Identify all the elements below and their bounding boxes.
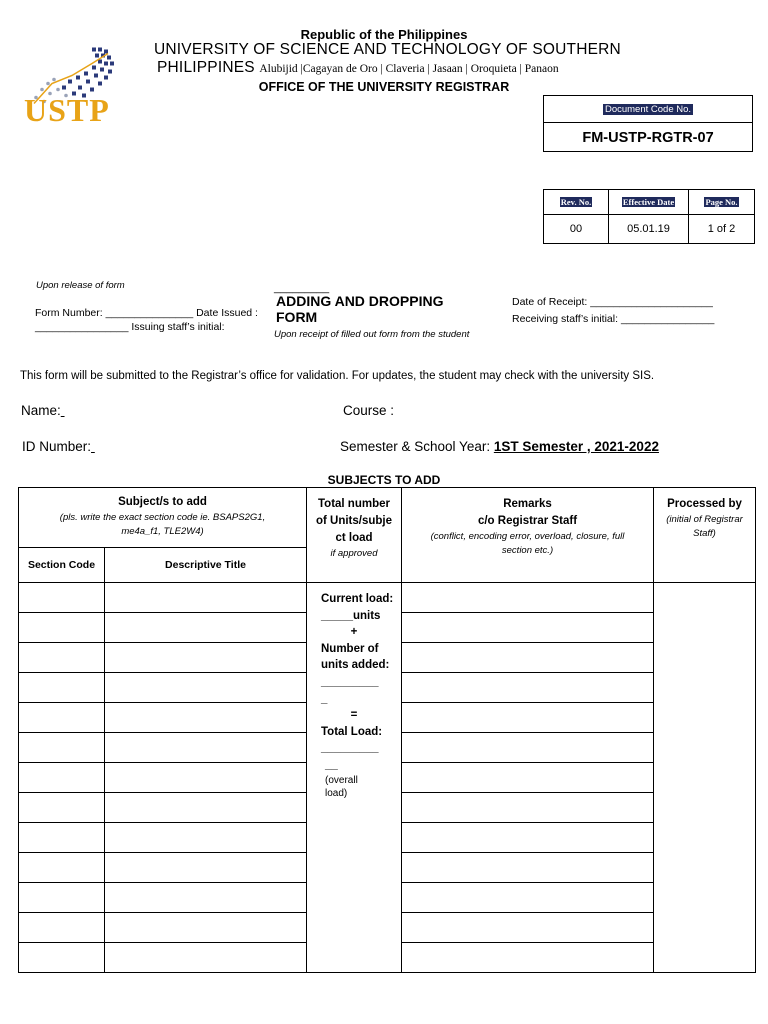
section-code-cell[interactable] — [19, 793, 105, 823]
units-added-blank: _________ — [321, 675, 379, 688]
descriptive-title-cell[interactable] — [105, 643, 307, 673]
descriptive-title-cell[interactable] — [105, 823, 307, 853]
university-name-line2 — [157, 59, 559, 77]
date-of-receipt-line: Date of Receipt: _____________________ — [512, 296, 713, 308]
subject-header-label: Subject/s to add — [118, 496, 207, 508]
course-label: Course : — [343, 403, 395, 418]
descriptive-title-cell[interactable] — [105, 913, 307, 943]
university-name-line2-text: PHILIPPINES — [157, 59, 255, 76]
remarks-header — [402, 488, 654, 583]
section-code-cell[interactable] — [19, 823, 105, 853]
descriptive-title-cell[interactable] — [105, 613, 307, 643]
name-field[interactable] — [21, 403, 65, 418]
issuing-initial-line: ________________ Issuing staff’s initial: — [35, 321, 225, 333]
processed-by-label: Processed by — [667, 498, 742, 510]
course-field[interactable] — [343, 403, 394, 418]
remarks-cell[interactable] — [402, 763, 654, 793]
processed-by-cell[interactable] — [654, 583, 756, 973]
descriptive-title-cell[interactable] — [105, 853, 307, 883]
descriptive-title-cell[interactable] — [105, 733, 307, 763]
units-added-label: Number of units added: — [321, 642, 390, 672]
section-code-cell[interactable] — [19, 943, 105, 973]
republic-heading: Republic of the Philippines — [300, 27, 468, 42]
section-code-cell[interactable] — [19, 883, 105, 913]
form-number-line: Form Number: _______________ Date Issued : — [35, 307, 258, 319]
rev-no-header: Rev. No. — [560, 197, 592, 207]
total-load-blank: _________ — [321, 742, 379, 755]
current-units-blank: _____units — [321, 609, 381, 622]
id-number-label: ID Number: — [22, 439, 92, 454]
unit-load-computation[interactable] — [307, 583, 402, 973]
section-code-cell[interactable] — [19, 763, 105, 793]
revision-table — [543, 189, 755, 244]
section-code-cell[interactable] — [19, 853, 105, 883]
total-load-label: Total Load: — [321, 725, 383, 738]
section-code-cell[interactable] — [19, 643, 105, 673]
remarks-cell[interactable] — [402, 703, 654, 733]
section-code-header: Section Code — [19, 548, 105, 583]
descriptive-title-header: Descriptive Title — [105, 548, 307, 583]
section-code-cell[interactable] — [19, 583, 105, 613]
remarks-label: Remarks — [503, 498, 552, 510]
remarks-sublabel: c/o Registrar Staff — [477, 515, 578, 527]
remarks-cell[interactable] — [402, 613, 654, 643]
effective-date-header: Effective Date — [622, 197, 675, 207]
subject-row — [19, 583, 756, 613]
remarks-note: (conflict, encoding error, overload, closure, full section etc.) — [430, 531, 625, 556]
subjects-table — [18, 487, 756, 973]
current-load-label: Current load: — [321, 593, 394, 605]
document-code-box — [543, 95, 753, 152]
descriptive-title-cell[interactable] — [105, 883, 307, 913]
overall-load-note: (overall load) — [325, 774, 358, 799]
total-units-note: if approved — [330, 548, 378, 559]
section-code-cell[interactable] — [19, 613, 105, 643]
id-number-field[interactable] — [22, 439, 95, 454]
page-no-value: 1 of 2 — [689, 215, 755, 244]
remarks-cell[interactable] — [402, 793, 654, 823]
section-code-cell[interactable] — [19, 913, 105, 943]
office-heading: OFFICE OF THE UNIVERSITY REGISTRAR — [258, 80, 510, 94]
remarks-cell[interactable] — [402, 913, 654, 943]
section-code-cell[interactable] — [19, 703, 105, 733]
processed-by-note: (initial of Registrar Staff) — [666, 514, 743, 539]
section-code-cell[interactable] — [19, 673, 105, 703]
total-units-header — [307, 488, 402, 583]
campus-list: Alubijid |Cagayan de Oro | Claveria | Jasaan | Oroquieta | Panaon — [259, 63, 559, 75]
page-no-header: Page No. — [705, 197, 738, 207]
equals-sign: = — [350, 709, 358, 722]
processed-by-header — [654, 488, 756, 583]
university-name-line1: UNIVERSITY OF SCIENCE AND TECHNOLOGY OF SOUTHERN — [154, 41, 621, 58]
remarks-cell[interactable] — [402, 823, 654, 853]
plus-sign: + — [350, 626, 358, 639]
document-code-value: FM-USTP-RGTR-07 — [582, 130, 714, 146]
descriptive-title-cell[interactable] — [105, 703, 307, 733]
remarks-cell[interactable] — [402, 583, 654, 613]
subjects-to-add-title: SUBJECTS TO ADD — [327, 473, 441, 487]
descriptive-title-cell[interactable] — [105, 673, 307, 703]
effective-date-value: 05.01.19 — [609, 215, 689, 244]
remarks-cell[interactable] — [402, 673, 654, 703]
descriptive-title-cell[interactable] — [105, 793, 307, 823]
descriptive-title-cell[interactable] — [105, 763, 307, 793]
release-note: Upon release of form — [36, 280, 125, 291]
name-label: Name: — [21, 403, 61, 418]
units-added-blank-tail: _ — [321, 692, 328, 705]
subject-column-header — [19, 488, 307, 548]
total-load-blank-tail: __ — [325, 758, 338, 771]
ustp-logo-text: USTP — [24, 92, 110, 128]
semester-value: 1ST Semester , 2021-2022 — [493, 439, 659, 454]
total-units-label: Total number of Units/subje ct load — [315, 498, 393, 544]
receiving-initial-line: Receiving staff’s initial: ________________ — [512, 313, 715, 325]
document-code-label: Document Code No. — [604, 103, 692, 115]
semester-field[interactable] — [340, 439, 659, 454]
descriptive-title-cell[interactable] — [105, 943, 307, 973]
semester-label: Semester & School Year: — [340, 439, 494, 454]
remarks-cell[interactable] — [402, 733, 654, 763]
descriptive-title-cell[interactable] — [105, 583, 307, 613]
section-code-cell[interactable] — [19, 733, 105, 763]
rev-no-value: 00 — [544, 215, 609, 244]
form-title-blank: _________ — [274, 282, 330, 294]
receipt-note: Upon receipt of filled out form from the student — [274, 329, 470, 340]
remarks-cell[interactable] — [402, 853, 654, 883]
submission-notice: This form will be submitted to the Registrar’s office for validation. For updates, the student may check with the university SIS. — [20, 370, 655, 382]
remarks-cell[interactable] — [402, 943, 654, 973]
form-title: ADDING AND DROPPING FORM — [276, 293, 444, 325]
remarks-cell[interactable] — [402, 643, 654, 673]
remarks-cell[interactable] — [402, 883, 654, 913]
subject-header-note: (pls. write the exact section code ie. BSAPS2G1, me4a_f1, TLE2W4) — [59, 512, 266, 537]
